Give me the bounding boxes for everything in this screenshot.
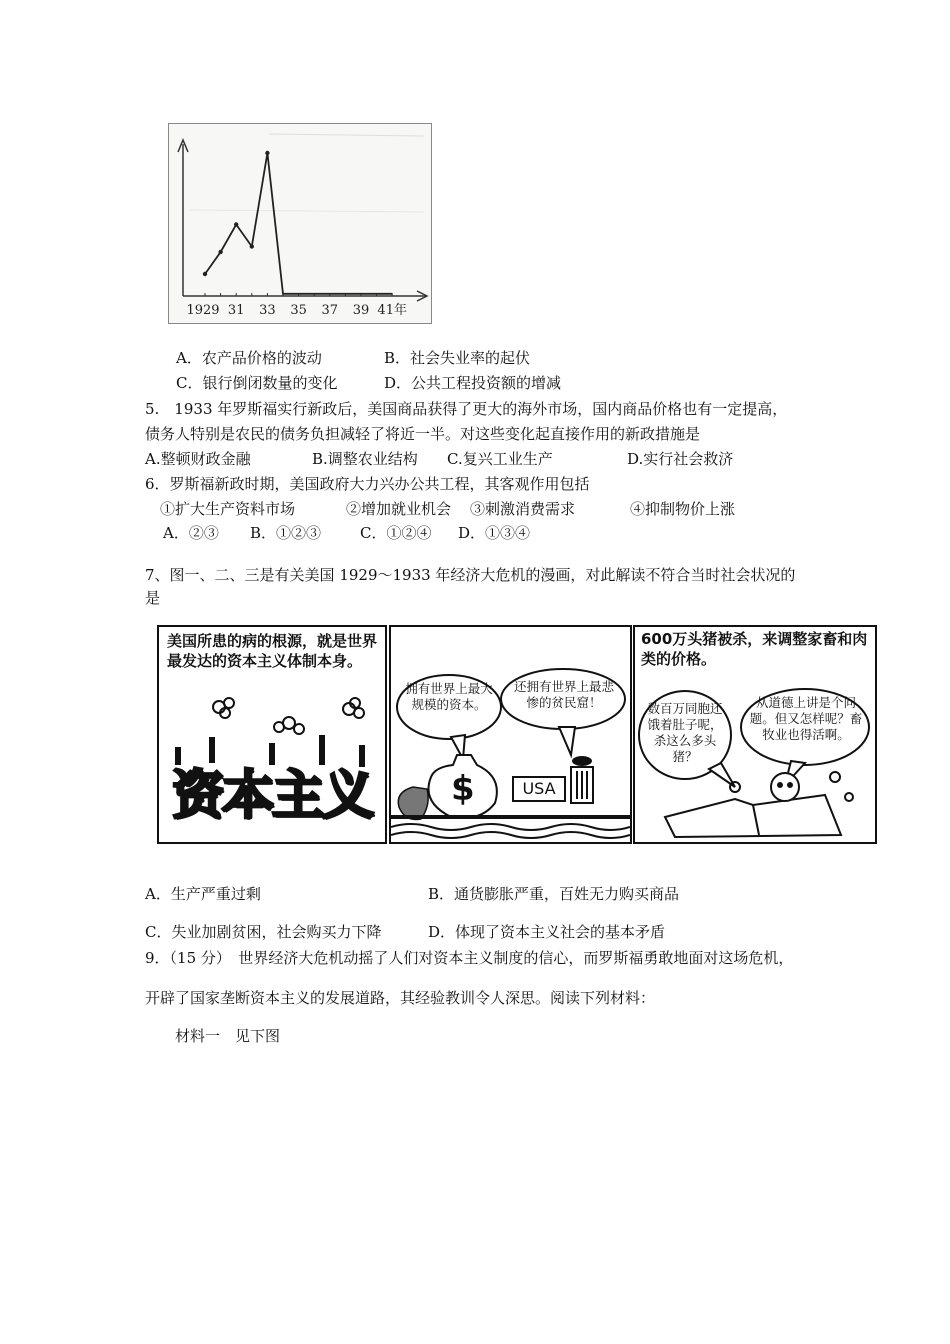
chart-figure (168, 123, 432, 324)
line-chart (169, 124, 431, 323)
data-series-line (205, 153, 392, 294)
q7-option-b: B．通货膨胀严重，百姓无力购买商品 (428, 885, 680, 903)
data-point (218, 250, 222, 254)
q9-stem-line1: 9．（15 分） 世界经济大危机动摇了人们对资本主义制度的信心，而罗斯福勇敢地面对这场危机， (145, 949, 794, 967)
comic-panel-2-art (391, 627, 630, 842)
q7-stem-line2: 是 (145, 589, 161, 607)
comic-panel-3-caption: 600万头猪被杀，来调整家畜和肉类的价格。 (641, 630, 868, 668)
q5-stem-line1: 5. 1933 年罗斯福实行新政后，美国商品获得了更大的海外市场，国内商品价格也有一定提高， (145, 400, 788, 418)
comic-panel-1-caption: 美国所患的病的根源，就是世界最发达的资本主义体制本身。 (167, 632, 378, 670)
comic-panel-2-bubble-left: 拥有世界上最大规模的资本。 (405, 681, 493, 712)
q9-stem-line2: 开辟了国家垄断资本主义的发展道路，其经验教训令人深思。阅读下列材料： (145, 989, 656, 1007)
q6-item-1: ①扩大生产资料市场 (160, 500, 296, 518)
x-tick-label: 1929 (186, 303, 220, 318)
scan-mark (269, 134, 424, 136)
data-point (250, 244, 254, 248)
x-tick-label: 37 (321, 303, 339, 318)
q5-option-d: D.实行社会救济 (627, 450, 734, 468)
q6-option-d: D．①③④ (458, 524, 531, 542)
dollar-sign-icon: $ (451, 769, 475, 809)
q5-option-c: C.复兴工业生产 (447, 450, 553, 468)
striped-bag-icon (398, 787, 428, 820)
x-tick-label: 33 (259, 303, 276, 318)
comic-panel-2 (389, 625, 632, 844)
q6-option-c: C．①②④ (360, 524, 432, 542)
comic-panel-1-big-text: 资本主义 (171, 766, 372, 826)
comic-panel-3-bubble-left: 数百万同胞还饿着肚子呢，杀这么多头猪？ (647, 701, 723, 764)
x-tick-label: 39 (352, 303, 370, 318)
q7-stem-line1: 7、图一、二、三是有关美国 1929～1933 年经济大危机的漫画，对此解读不符合当时社会状况的 (145, 566, 796, 584)
comic-panel-1 (157, 625, 387, 844)
q5-option-b: B.调整农业结构 (312, 450, 418, 468)
q4-option-b: B．社会失业率的起伏 (384, 349, 531, 367)
data-point (203, 272, 207, 276)
q5-option-a: A.整顿财政金融 (145, 450, 251, 468)
x-tick-label: 35 (290, 303, 307, 318)
data-point (265, 151, 269, 155)
smoke-cloud-icon (213, 698, 364, 734)
q7-option-a: A．生产严重过剩 (145, 885, 261, 903)
q9-material-1: 材料一 见下图 (175, 1027, 281, 1045)
comic-panel-3-bubble-right: 从道德上讲是个问题。但又怎样呢？畜牧业也得活啊。 (749, 695, 863, 742)
q6-item-3: ③刺激消费需求 (470, 500, 576, 518)
comic-panel-3 (633, 625, 877, 844)
scan-mark (189, 210, 424, 212)
usa-label: USA (522, 779, 556, 798)
comic-panel-2-bubble-right: 还拥有世界上最悲惨的贫民窟！ (513, 679, 614, 710)
q7-option-c: C．失业加剧贫困，社会购买力下降 (145, 923, 382, 941)
x-tick-label: 41年 (377, 303, 407, 318)
q6-item-2: ②增加就业机会 (346, 500, 452, 518)
q4-option-a: A．农产品价格的波动 (176, 349, 322, 367)
newspaper-reader-icon (665, 773, 841, 837)
x-tick-label: 31 (227, 303, 245, 318)
data-point (234, 222, 238, 226)
q6-option-b: B．①②③ (250, 524, 322, 542)
q4-option-c: C．银行倒闭数量的变化 (176, 374, 338, 392)
q5-stem-line2: 债务人特别是农民的债务负担减轻了将近一半。对这些变化起直接作用的新政措施是 (145, 425, 701, 443)
q6-stem: 6．罗斯福新政时期，美国政府大力兴办公共工程，其客观作用包括 (145, 475, 590, 493)
q6-item-4: ④抑制物价上涨 (630, 500, 736, 518)
q7-option-d: D．体现了资本主义社会的基本矛盾 (428, 923, 666, 941)
q6-option-a: A．②③ (163, 524, 219, 542)
q4-option-d: D．公共工程投资额的增减 (384, 374, 562, 392)
water-waves (391, 824, 630, 830)
trash-can-icon (571, 756, 593, 803)
